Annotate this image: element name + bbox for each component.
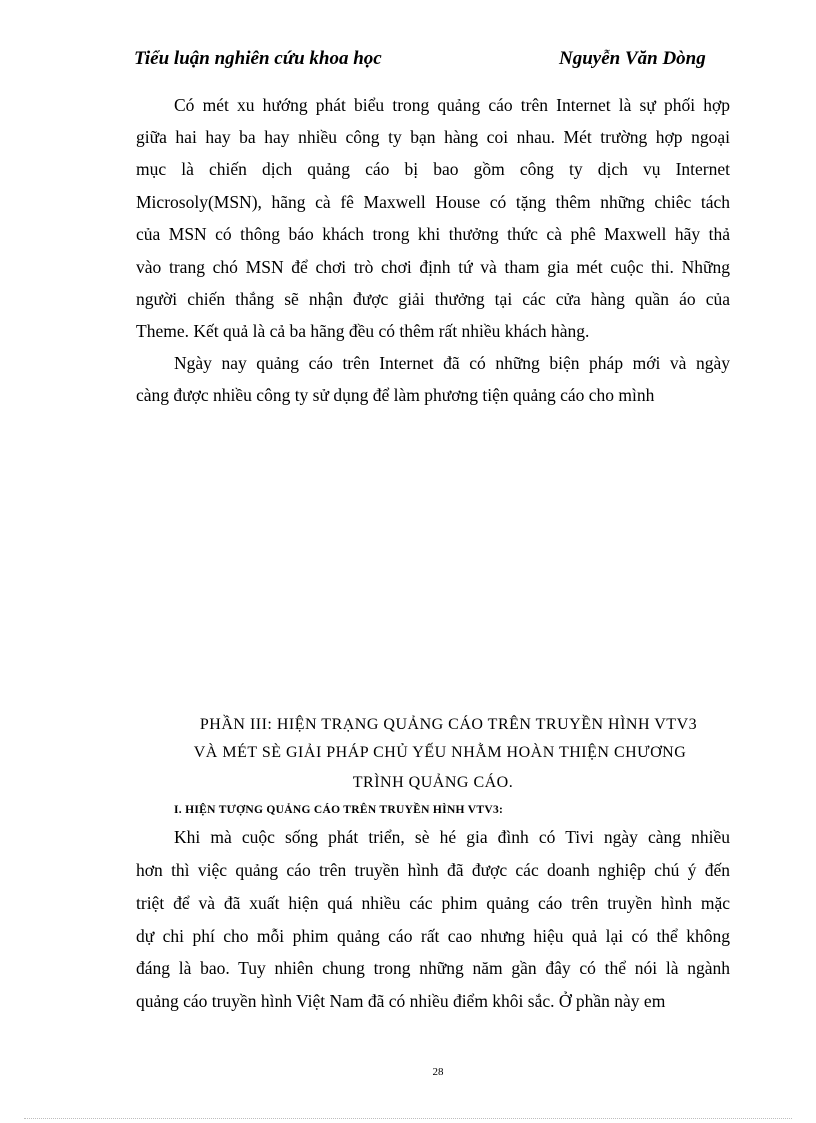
paragraph-line: Microsoly(MSN), hãng cà fê Maxwell House có tặng thêm những chiêc tách [136,192,730,212]
header-title: Tiểu luận nghiên cứu khoa học [134,48,382,69]
header-author: Nguyễn Văn Dòng [559,48,706,69]
paragraph-line: hơn thì việc quảng cáo trên truyền hình đã được các doanh nghiệp chú ý đến [136,860,730,880]
paragraph-line: của MSN có thông báo khách trong khi thưởng thức cà phê Maxwell hãy thả [136,224,730,244]
paragraph-line: Khi mà cuộc sống phát triển, sè hé gia đình có Tivi ngày càng nhiều [174,827,730,847]
paragraph-line: triệt để và đã xuất hiện quá nhiều các phim quảng cáo trên truyền hình mặc [136,893,730,913]
paragraph-line: mục là chiến dịch quảng cáo bị bao gồm công ty dịch vụ Internet [136,159,730,179]
paragraph-line: giữa hai hay ba hay nhiều công ty bạn hàng coi nhau. Mét trường hợp ngoại [136,127,730,147]
paragraph-line: Theme. Kết quả là cả ba hãng đều có thêm rất nhiều khách hàng. [136,321,590,341]
paragraph-line: càng được nhiều công ty sử dụng để làm phương tiện quảng cáo cho mình [136,385,655,405]
page-divider [24,1118,792,1119]
part-heading-line: TRÌNH QUẢNG CÁO. [352,774,514,791]
paragraph-line: Có mét xu hướng phát biểu trong quảng cáo trên Internet là sự phối hợp [174,95,730,115]
paragraph-line: dự chi phí cho mỗi phim quảng cáo rất cao nhưng hiệu quả lại có thể không [136,926,730,946]
paragraph-line: quảng cáo truyền hình Việt Nam đã có nhiều điểm khôi sắc. Ở phần này em [136,991,666,1011]
part-heading-line: VÀ MÉT SÈ GIẢI PHÁP CHỦ YẾU NHẰM HOÀN THIỆN CHƯƠNG [193,744,687,761]
paragraph-line: Ngày nay quảng cáo trên Internet đã có những biện pháp mới và ngày [174,353,730,373]
paragraph-line: đáng là bao. Tuy nhiên chung trong những năm gần đây có thể nói là ngành [136,958,730,978]
section-heading: I. HIỆN TƯỢNG QUẢNG CÁO TRÊN TRUYỀN HÌNH VTV3: [174,804,504,816]
part-heading-line: PHẦN III: HIỆN TRẠNG QUẢNG CÁO TRÊN TRUYỀN HÌNH VTV3 [199,716,698,733]
paragraph-line: người chiến thắng sẽ nhận được giải thưởng tại các cửa hàng quần áo của [136,289,730,309]
paragraph-line: vào trang chó MSN để chơi trò chơi định tứ và tham gia mét cuộc thi. Những [136,257,730,277]
page-number: 28 [432,1066,444,1078]
